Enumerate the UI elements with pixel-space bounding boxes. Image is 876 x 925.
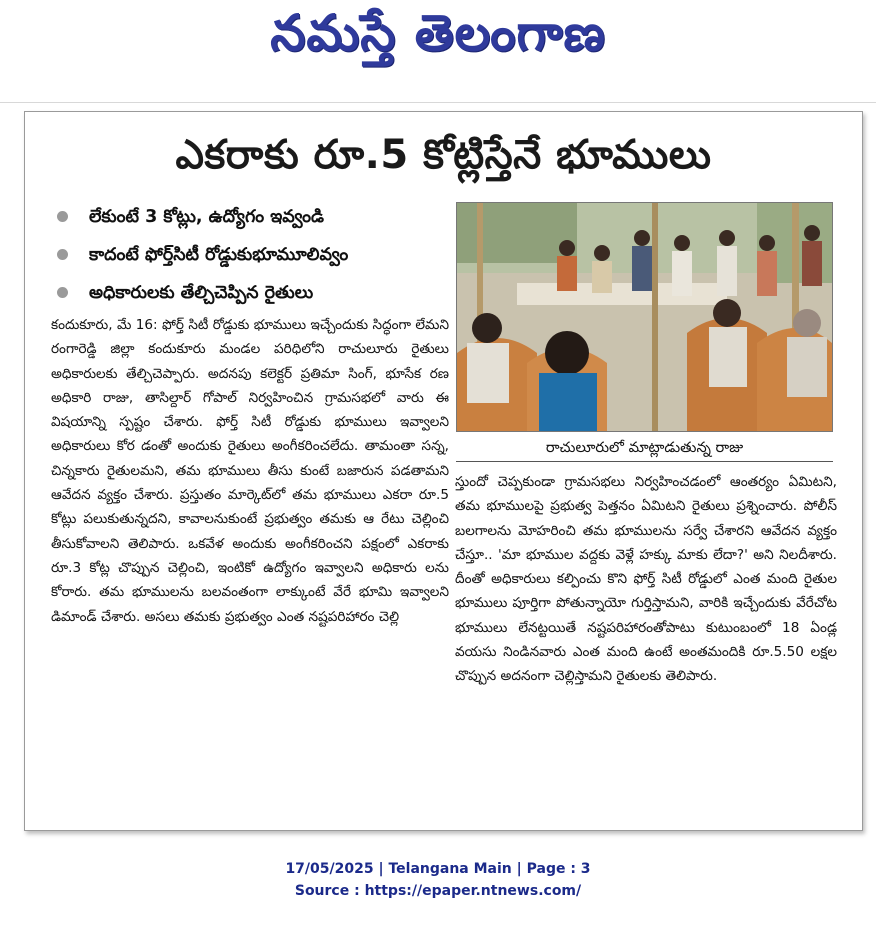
newspaper-logo: నమస్తే తెలంగాణ	[270, 4, 606, 62]
meeting-photo-illustration	[457, 203, 832, 431]
photo-caption: రాచులూరులో మాట్లాడుతున్న రాజు	[456, 435, 833, 462]
subheadline-text: కాదంటే ఫోర్త్‌సిటీ రోడ్డుకుభూమూలివ్వం	[89, 245, 349, 265]
subheadline-item	[53, 274, 453, 312]
news-clipping	[24, 111, 863, 831]
publication-info: 17/05/2025 | Telangana Main | Page : 3	[285, 861, 591, 877]
news-photo	[456, 202, 833, 432]
article-body-column-2: స్తుందో చెప్పకుండా గ్రామసభలు నిర్వహించడంలో ఆంతర్యం ఏమిటని, తమ భూములపై ప్రభుత్వ పెత్తనం ఏమిటని రైతులు ప్రశ్నించారు. పోలీస్ బలగాలను మోహరించి తమ భూములను సర్వే చేశారని ఆవేదన వ్యక్తం చేస్తూ.. 'మా భూముల వద్దకు వెళ్లే హక్కు మాకు లేదా?' అని నిలదీశారు. దీంతో అధికారులు కల్పించు కొని ఫోర్త్ సిటీ రోడ్డులో ఎంత మంది రైతుల భూములు పూర్తిగా పోతున్నాయో గుర్తిస్తామని, వారికి ఇచ్చేందుకు వేరేచోట భూములు లేనట్టయితే నష్టపరిహారంతోపాటు కుటుంబంలో 18 ఏండ్ల వయసు నిండినవారు ఎంత మంది ఉంటే అంతమందికి రూ.5.50 లక్షల చొప్పున అదనంగా చెల్లిస్తామని రైతులకు తెలిపారు.	[455, 474, 837, 685]
subheadline-list	[53, 198, 453, 312]
subheadline-item	[53, 198, 453, 236]
subheadline-text: అధికారులకు తేల్చిచెప్పిన రైతులు	[89, 283, 314, 303]
bullet-icon	[57, 249, 68, 260]
article-body-column-1: కందుకూరు, మే 16: ఫోర్త్ సిటీ రోడ్డుకు భూములు ఇచ్చేందుకు సిద్ధంగా లేమని రంగారెడ్డి జిల్లా కందుకూరు మండల పరిధిలోని రాచులూరు రైతులు అధికారులకు తేల్చిచెప్పారు. అదనపు కలెక్టర్ ప్రతిమా సింగ్, భూసేక రణ అధికారి రాజు, తాసిల్దార్ గోపాల్ నిర్వహించిన గ్రామసభలో వారు ఈ విషయాన్ని స్పష్టం చేశారు. ఫోర్త్ సిటీ రోడ్డుకు భూములు ఇవ్వాలని అధికారులు కోర డంతో అందుకు రైతులు అంగీకరించలేదు. తామంతా సన్న, చిన్నకారు రైతులమని, తమ భూములు తీసు కుంటే బజారున పడతామని ఆవేదన వ్యక్తం చేశారు. ప్రస్తుతం మార్కెట్‌లో తమ భూములు ఎకరా రూ.5 కోట్లు పలుకుతున్నదని, కావాలనుకుంటే ప్రభుత్వం తమకు ఆ రేటు చెల్లించి తీసుకోవాలని తెలిపారు. ఒకవేళ అందుకు అంగీకరించని పక్షంలో ఎకరాకు రూ.3 కోట్ల చొప్పున చెల్లించి, ఇంటికో ఉద్యోగం ఇవ్వాలని అధికారు లను కోరారు. తమ భూములను బలవంతంగా లాక్కుంటే వేరే భూమి ఇవ్వాలని డిమాండ్ చేశారు. అసలు తమకు ప్రభుత్వం ఎంత నష్టపరిహారం చెల్లి	[51, 317, 449, 625]
subheadline-item	[53, 236, 453, 274]
article-headline: ఎకరాకు రూ.5 కోట్లిస్తేనే భూములు	[175, 132, 712, 178]
masthead	[0, 0, 876, 88]
subheadline-text: లేకుంటే 3 కోట్లు, ఉద్యోగం ఇవ్వండి	[89, 207, 324, 227]
source-link[interactable]: Source : https://epaper.ntnews.com/	[294, 883, 582, 899]
bullet-icon	[57, 211, 68, 222]
divider	[0, 102, 876, 103]
bullet-icon	[57, 287, 68, 298]
